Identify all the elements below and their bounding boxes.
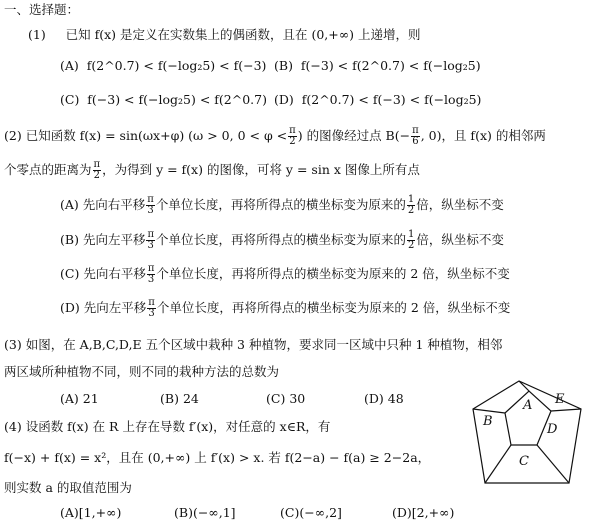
q1-option-a[interactable] (60, 58, 266, 74)
option-label: (D) (274, 92, 294, 107)
region-label-c: C (519, 454, 529, 469)
option-text: f(−3) < f(2^0.7) < f(−log₂5) (300, 58, 481, 73)
option-text: f(−3) < f(−log₂5) < f(2^0.7) (87, 92, 267, 107)
q1-option-c[interactable] (60, 92, 267, 108)
q2-stem-line1 (4, 126, 546, 147)
regions-figure (471, 379, 583, 487)
q2-number: (2) (4, 128, 22, 143)
q1-number: (1) (28, 27, 46, 42)
option-text: 个单位长度，再将所得点的横坐标变为原来的 2 倍，纵坐标不变 (156, 266, 510, 281)
region-label-b: B (483, 414, 493, 429)
option-text: 21 (82, 391, 99, 406)
q4-stem-line1 (4, 419, 330, 435)
option-label: (B) (174, 505, 193, 520)
option-text: (−∞,1] (192, 505, 236, 520)
option-text: f(2^0.7) < f(−log₂5) < f(−3) (86, 58, 267, 73)
option-text: 个单位长度，再将所得点的横坐标变为原来的 2 倍，纵坐标不变 (156, 300, 511, 315)
option-label: (C) (60, 266, 80, 281)
q4-option-d[interactable] (392, 505, 454, 521)
fraction: $\frac{\pi}{3}$ (148, 297, 155, 319)
option-text: [1,+∞) (78, 505, 122, 520)
option-label: (D) (364, 391, 384, 406)
fraction: $\frac{\pi}{2}$ (93, 159, 101, 181)
q4-stem-line2: f(−x) + f(x) = x²，且在 (0,+∞) 上 f′(x) > x. 若 f(2−a) − f(a) ≥ 2−2a， (4, 450, 431, 465)
q2-text: ) 的图像经过点 B(− (297, 128, 411, 143)
q2-text: ，为得到 y = f(x) 的图像，可将 y = sin x 图像上所有点 (102, 162, 420, 177)
section-title: 一、选择题： (4, 2, 80, 17)
q2-text: , 0)，且 f(x) 的相邻两 (420, 128, 546, 143)
option-label: (A) (60, 391, 79, 406)
q2-option-a[interactable] (60, 195, 504, 216)
option-label: (C) (266, 391, 286, 406)
option-text: 先向左平移 (83, 300, 147, 315)
divider-line (551, 409, 581, 411)
fraction: $\frac{\pi}{2}$ (289, 125, 296, 147)
region-label-a: A (523, 398, 533, 413)
divider-line (537, 445, 569, 483)
fraction: $\frac{\pi}{6}$ (412, 125, 419, 147)
q2-text: 已知函数 f(x) = sin(ωx+φ) (ω > 0, 0 < φ < (25, 128, 288, 143)
q4-option-a[interactable] (60, 505, 121, 521)
divider-line (473, 409, 505, 413)
option-text: 先向右平移 (83, 266, 146, 281)
fraction: $\frac{1}{2}$ (407, 194, 415, 216)
q4-option-c[interactable] (280, 505, 342, 521)
option-text: 48 (387, 391, 404, 406)
option-text: 个单位长度，再将所得点的横坐标变为原来的 (155, 197, 406, 212)
q1-text: 已知 f(x) 是定义在实数集上的偶函数，且在 (0,+∞) 上递增，则 (65, 27, 421, 42)
q3-stem-line2: 两区域所种植物不同，则不同的栽种方法的总数为 (4, 364, 280, 379)
q4-stem-line3: 则实数 a 的取值范围为 (4, 480, 132, 495)
region-label-d: D (547, 422, 558, 437)
q1-stem (28, 27, 420, 43)
q2-stem-line2 (4, 160, 420, 181)
q2-option-b[interactable] (60, 230, 504, 251)
q2-option-c[interactable] (60, 264, 510, 285)
option-label: (A) (60, 505, 79, 520)
option-text: 倍，纵坐标不变 (416, 232, 504, 247)
fraction: $\frac{\pi}{3}$ (147, 229, 155, 251)
option-text: f(2^0.7) < f(−3) < f(−log₂5) (301, 92, 482, 107)
region-label-e: E (555, 392, 565, 407)
fraction: $\frac{\pi}{3}$ (147, 194, 154, 216)
option-text: [2,+∞) (411, 505, 455, 520)
option-label: (C) (280, 505, 300, 520)
q1-option-d[interactable] (274, 92, 481, 108)
option-text: 个单位长度，再将所得点的横坐标变为原来的 (156, 232, 407, 247)
fraction: $\frac{\pi}{3}$ (147, 263, 155, 285)
q3-text: 如图，在 A,B,C,D,E 五个区域中栽种 3 种植物，要求同一区域中只种 1 种植物，相邻 (25, 337, 503, 352)
option-text: (−∞,2] (299, 505, 342, 520)
q3-option-a[interactable] (60, 391, 99, 407)
q1-option-b[interactable] (274, 58, 481, 74)
divider-line (519, 381, 529, 391)
q3-option-c[interactable] (266, 391, 305, 407)
fraction: $\frac{1}{2}$ (408, 229, 415, 251)
option-label: (D) (392, 505, 412, 520)
option-label: (B) (160, 391, 179, 406)
option-label: (A) (60, 197, 79, 212)
option-label: (C) (60, 92, 80, 107)
option-label: (B) (60, 232, 79, 247)
q3-option-b[interactable] (160, 391, 199, 407)
option-label: (B) (274, 58, 293, 73)
q2-text: 个零点的距离为 (4, 162, 92, 177)
q2-option-d[interactable] (60, 298, 510, 319)
q4-text: 设函数 f(x) 在 R 上存在导数 f′(x)，对任意的 x∈R，有 (25, 419, 331, 434)
q3-number: (3) (4, 337, 22, 352)
option-label: (D) (60, 300, 80, 315)
option-text: 30 (289, 391, 306, 406)
option-text: 倍，纵坐标不变 (416, 197, 504, 212)
option-text: 先向左平移 (82, 232, 146, 247)
divider-line (485, 445, 511, 483)
option-label: (A) (60, 58, 79, 73)
q3-option-d[interactable] (364, 391, 404, 407)
option-text: 先向右平移 (82, 197, 146, 212)
q3-stem-line1 (4, 337, 502, 353)
q4-number: (4) (4, 419, 22, 434)
q4-option-b[interactable] (174, 505, 236, 521)
option-text: 24 (182, 391, 199, 406)
